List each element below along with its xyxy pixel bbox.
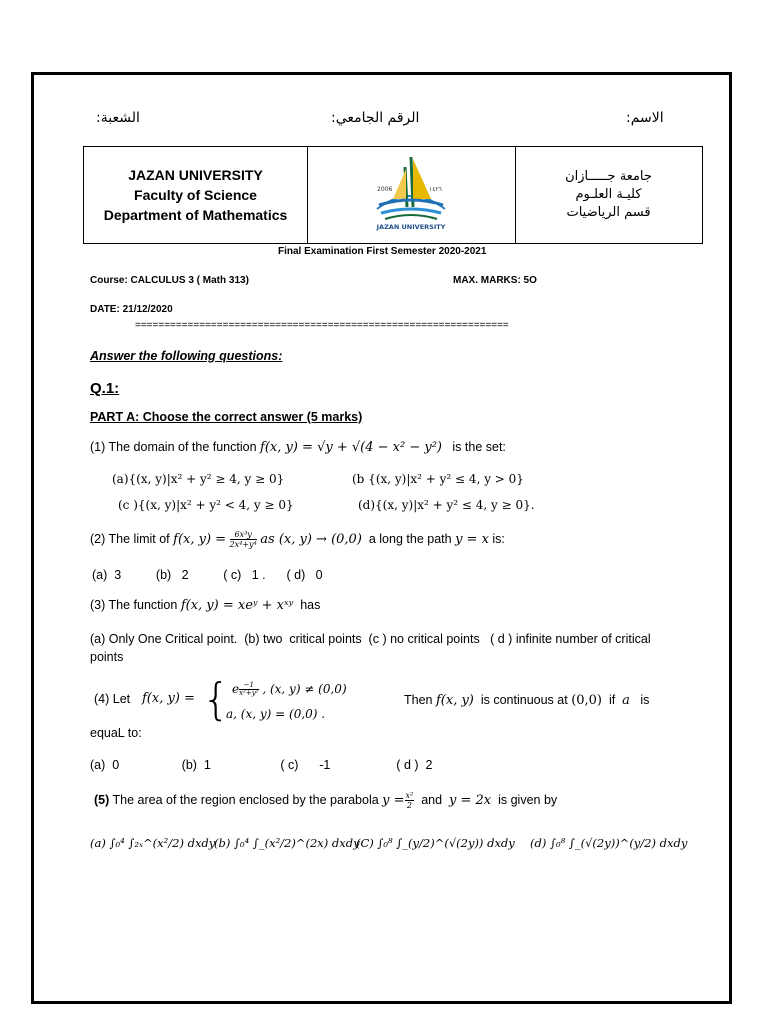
q3-options-line1: (a) Only One Critical point. (b) two critical points (c ) no critical points ( d ) infinite number of critical xyxy=(90,632,651,646)
name-label: الاسم: xyxy=(626,110,664,126)
q4-fx: f(x, y) = xyxy=(142,691,195,706)
logo-text: JAZAN UNIVERSITY xyxy=(376,223,446,231)
q5-fraction: $\frac{\text{x²}}{2}$ xyxy=(405,791,414,811)
q4-case-2: a, (x, y) = (0,0) . xyxy=(226,707,326,721)
q1-function: f(x, y) = √y + √(4 − x² − y²) xyxy=(260,440,442,455)
q4-brace: { xyxy=(202,674,230,725)
faculty-name-ar: كليـة العلـوم xyxy=(575,187,642,202)
q4-case-1: e $\frac{-1}{\text{x²+y²}}$ , (x, y) ≠ (0,0) xyxy=(232,681,347,697)
q3-function: f(x, y) = xeʸ + xˣʸ xyxy=(180,598,294,613)
q1-tail: is the set: xyxy=(452,440,506,454)
q1-option-c: (c ){(x, y)|x² + y² < 4, y ≥ 0} xyxy=(118,498,294,512)
q4-equal: equaL to: xyxy=(90,726,142,740)
course-info: Course: CALCULUS 3 ( Math 313) xyxy=(90,275,249,286)
exam-title: Final Examination First Semester 2020-2021 xyxy=(278,246,487,257)
q1-text: (1) The domain of the function xyxy=(90,440,257,454)
separator-line: ================================================================ xyxy=(135,320,509,331)
q4-options: (a) 0 (b) 1 ( c) -1 ( d ) 2 xyxy=(90,758,433,772)
q5-option-d: (d) ∫₀⁸ ∫_(√(2y))^(y/2) dxdy xyxy=(530,836,688,850)
max-marks: MAX. MARKS: 5O xyxy=(453,275,537,286)
university-name-ar: جامعة جـــــازان xyxy=(565,169,652,184)
logo-year-left: 2006 xyxy=(377,186,393,193)
q5-option-c: (C) ∫₀⁸ ∫_(y/2)^(√(2y)) dxdy xyxy=(356,836,515,850)
university-name: JAZAN UNIVERSITY xyxy=(128,167,263,183)
q4-let: (4) Let xyxy=(94,692,131,706)
q2-stem: (2) The limit of f(x, y) = $\frac{\text{6x³y}}{\text{2x⁴+y⁴}}$ as (x, y) → (0,0) a long the path y = x is: xyxy=(90,530,505,550)
q1-option-b: (b {(x, y)|x² + y² ≤ 4, y > 0} xyxy=(352,472,524,486)
q1-option-d: (d){(x, y)|x² + y² ≤ 4, y ≥ 0}. xyxy=(358,498,535,512)
department-name-ar: قسم الرياضيات xyxy=(566,205,651,220)
q3-stem: (3) The function f(x, y) = xeʸ + xˣʸ has xyxy=(90,598,321,613)
q3-options-line2: points xyxy=(90,650,124,664)
q2-fraction: $\frac{\text{6x³y}}{\text{2x⁴+y⁴}}$ xyxy=(229,530,257,550)
q5-option-b: (b) ∫₀⁴ ∫_(x²/2)^(2x) dxdy xyxy=(214,836,360,850)
student-id-label: الرقم الجامعي: xyxy=(331,110,420,126)
department-name: Department of Mathematics xyxy=(103,207,288,223)
university-logo xyxy=(307,147,513,243)
q1-option-a: (a){(x, y)|x² + y² ≥ 4, y ≥ 0} xyxy=(112,472,285,486)
section-label: الشعبة: xyxy=(96,110,140,126)
q2-options: (a) 3 (b) 2 ( c) 1 . ( d) 0 xyxy=(92,568,323,582)
header-english xyxy=(84,147,308,243)
header-logo-cell xyxy=(307,147,516,243)
q2-as: as (x, y) → (0,0) xyxy=(260,532,362,547)
part-a-heading: PART A: Choose the correct answer (5 marks) xyxy=(90,410,363,424)
q5-stem: (5) The area of the region enclosed by the parabola y = $\frac{\text{x²}}{2}$ and y = 2x is given by xyxy=(94,791,558,811)
q1-stem xyxy=(90,440,506,455)
instructions: Answer the following questions: xyxy=(90,349,283,363)
faculty-name: Faculty of Science xyxy=(134,187,257,203)
logo-year-right: ١٤٢٦ xyxy=(429,186,442,193)
exam-date: DATE: 21/12/2020 xyxy=(90,304,173,315)
header-arabic xyxy=(515,147,702,243)
q4-then-clause: Then f(x, y) is continuous at (0,0) if a is xyxy=(404,693,650,708)
question-1-label: Q.1: xyxy=(90,380,120,397)
q5-option-a: (a) ∫₀⁴ ∫₂ₓ^(x²/2) dxdy xyxy=(90,836,216,850)
header-table xyxy=(83,146,703,244)
